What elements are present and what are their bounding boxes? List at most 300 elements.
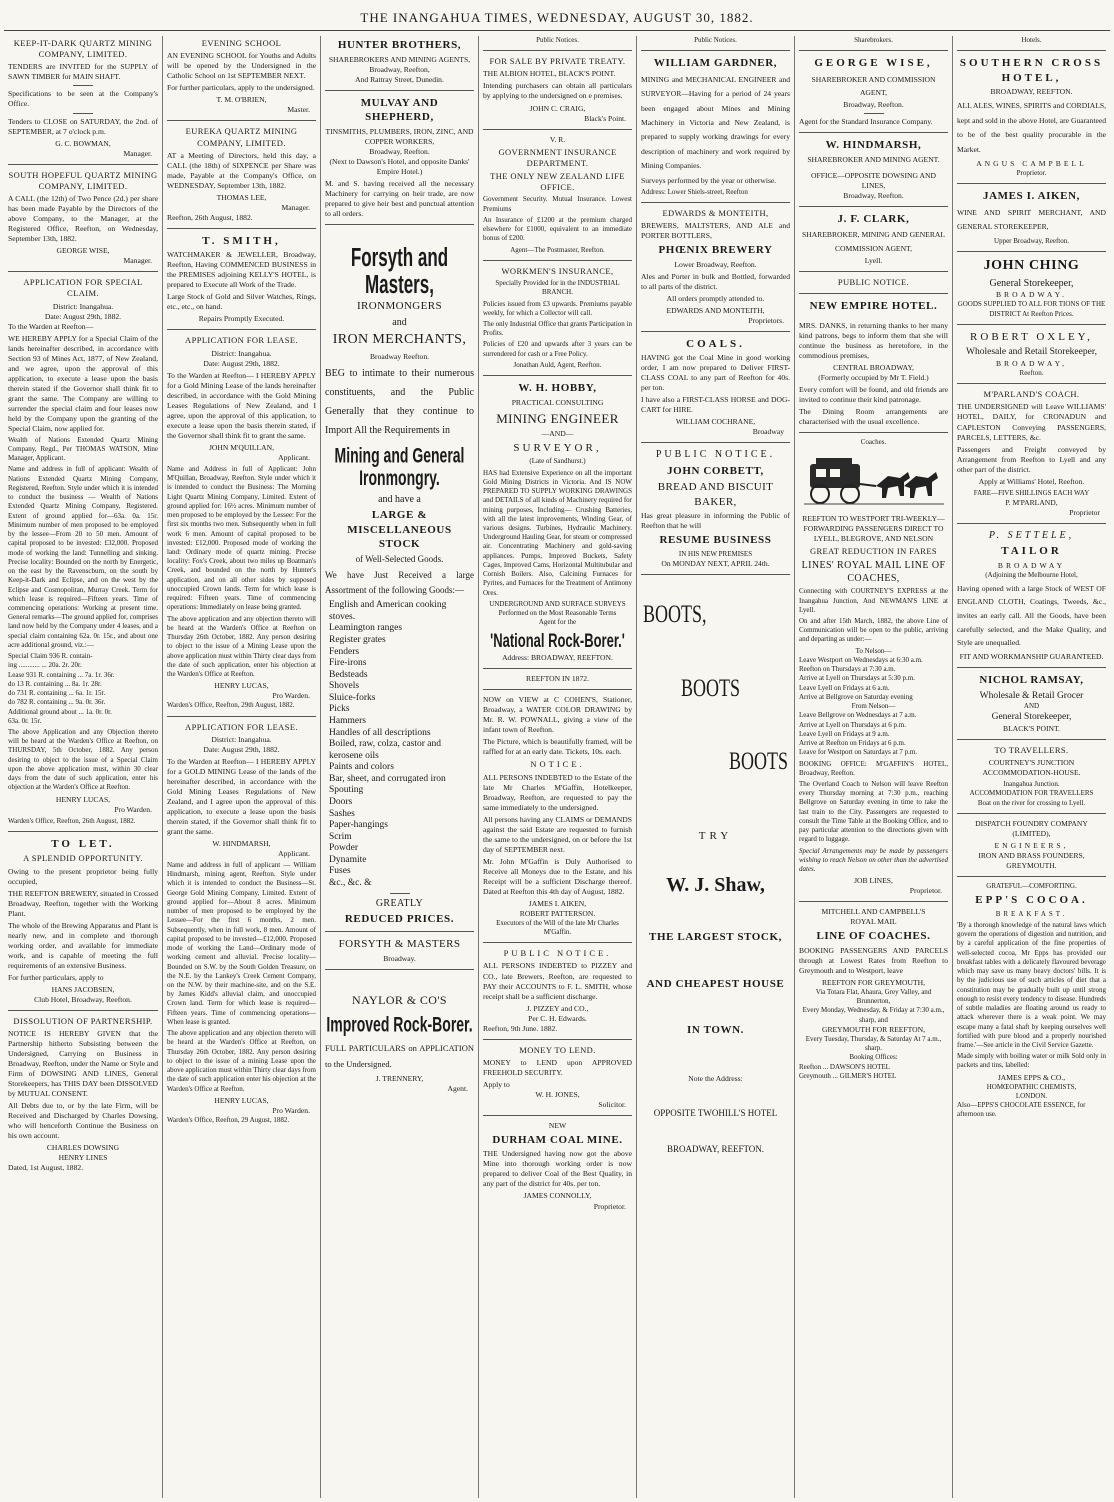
ad-body: To the Warden at Reefton— I HEREBY APPLY for a GOLD MINING Lease of the lands of the hereinafter described, in accordance with the Gold Mining Leases Regulations of New Zealand, and I agree upon the approval of this application, to execute a lease upon the basis therein stated, if the Governor shall think fit to grant the same. bbox=[167, 756, 316, 836]
claim-row: do 13 R. containing ... 8a. 1r. 28r. bbox=[8, 679, 102, 688]
ad-body: HAVING got the Coal Mine in good working order, I am now prepared to Deliver FIRST-CLASS COAL to any part of Reefton for 40s. per ton. bbox=[641, 353, 790, 393]
ad-body: To the Warden at Reefton— I HEREBY APPLY for a Gold Mining Lease of the lands hereinafter described, in accordance with the Gold Mining Leases Regulations of New Zealand, and I agree, upon the approval of this application, to execute a lease upon the basis therein stated, if the Governor shall think fit to grant the same. bbox=[167, 370, 316, 440]
column-1 bbox=[4, 36, 162, 1498]
ad-title: EPP'S COCOA. bbox=[975, 894, 1088, 907]
column-7 bbox=[952, 36, 1110, 1498]
ad-text: Every Tuesday, Thursday, & Saturday At 7 a.m., sharp. bbox=[805, 1034, 942, 1053]
divider bbox=[957, 324, 1106, 325]
ad-subtitle: THE LARGEST STOCK, bbox=[649, 931, 782, 944]
ad-title: GOVERNMENT INSURANCE DEPARTMENT. bbox=[498, 146, 617, 168]
ad-text: HOMŒOPATHIC CHEMISTS, bbox=[986, 1082, 1077, 1091]
divider bbox=[325, 931, 474, 932]
ad-text: Broadway, Reefton. bbox=[843, 100, 904, 110]
ad-role: Proprietor. bbox=[593, 1201, 626, 1211]
ad-text: NEW bbox=[548, 1120, 567, 1130]
divider bbox=[8, 164, 158, 165]
ad-text: Connecting with COURTNEY'S EXPRESS at the Inangahua Junction, And NEWMAN'S LINE at Lyell. bbox=[799, 587, 948, 614]
ad-text: Made simply with boiling water or milk Sold only in packets and tins, labelled: bbox=[957, 1052, 1106, 1070]
ad-text: BROADWAY, REEFTON. bbox=[666, 1143, 765, 1154]
goods-item: Picks bbox=[329, 704, 350, 715]
ad-body: MONEY to LEND upon APPROVED FREEHOLD SECURITY. bbox=[483, 1057, 632, 1077]
ad-text: FARE—FIVE SHILLINGS EACH WAY bbox=[973, 488, 1090, 497]
goods-item: Spouting bbox=[329, 785, 364, 796]
ad-body: BEG to intimate to their numerous constituents, and the Public Generally that they continue to Import All the Requirements in bbox=[325, 367, 474, 436]
ad-signature: HENRY LINES bbox=[58, 1153, 108, 1163]
ad-text: Warden's Office, Reefton, 26th August, 1882. bbox=[8, 816, 136, 825]
divider bbox=[799, 432, 948, 433]
ad-body: GOODS SUPPLIED TO ALL FOR TIONS OF THE DISTRICT At Reefton Prices. bbox=[957, 300, 1106, 318]
divider bbox=[799, 293, 948, 294]
ad-title: DURHAM COAL MINE. bbox=[492, 1133, 623, 1146]
ad-role: Proprietor bbox=[1069, 507, 1100, 517]
divider bbox=[483, 129, 632, 130]
ad-signature: CHARLES DOWSING bbox=[46, 1143, 120, 1153]
ad-text: (Adjoining the Melbourne Hotel, bbox=[985, 570, 1078, 579]
ad-body: SHAREBROKER, MINING AND GENERAL COMMISSION AGENT, bbox=[801, 230, 946, 253]
ad-text: FIT AND WORKMANSHIP GUARANTEED. bbox=[959, 652, 1104, 662]
divider bbox=[641, 50, 790, 51]
ad-body: REEFTON TO WESTPORT TRI-WEEKLY—FORWARDING PASSENGERS DIRECT TO LYELL, BLEGROVE, AND NELSON bbox=[802, 513, 945, 543]
goods-item: Bar, sheet, and corrugated iron bbox=[329, 773, 446, 784]
goods-list bbox=[325, 600, 474, 889]
divider bbox=[483, 1039, 632, 1040]
ad-text: The Overland Coach to Nelson will leave Reefton every Thursday morning at 7:30 p.m., reaching Bellgrove on Saturday evening in time to take the last train to the City. Passengers are requested to consult the Time Table at the Booking Office, and to pay particular attention to the directions given with regard to luggage. bbox=[799, 779, 948, 844]
goods-item: Bedsteads bbox=[329, 669, 368, 680]
divider bbox=[641, 202, 790, 203]
ad-body: Having opened with a large Stock of WEST OF ENGLAND CLOTH, Coatings, Tweeds, &c., invites an early call. All the Goods, have been carefully selected, and the Make Quality, and Style are unequalled. bbox=[957, 583, 1106, 648]
schedule-row: Arrive at Lyell on Thursdays at 5:30 p.m. bbox=[799, 674, 915, 683]
ad-subtitle: BREAD AND BISCUIT BAKER, bbox=[657, 481, 774, 508]
ad-signature: J. TRENNERY, bbox=[375, 1073, 424, 1083]
ad-text: Tenders to CLOSE on SATURDAY, the 2nd. of SEPTEMBER, at 7 o'clock p.m. bbox=[8, 116, 158, 136]
ad-signature: ROBERT PATTERSON. bbox=[519, 908, 596, 918]
section-header: Coaches. bbox=[860, 438, 887, 447]
ad-signature: JAMES I. AIKEN, bbox=[528, 898, 587, 908]
ad-text: Upper Broadway, Reefton. bbox=[994, 236, 1069, 245]
ad-text: CENTRAL BROADWAY, bbox=[833, 363, 914, 373]
ad-text: ACCOMMODATION FOR TRAVELLERS bbox=[969, 789, 1094, 798]
goods-item: Sluice-forks bbox=[329, 692, 376, 703]
goods-item: &c., &c. & bbox=[329, 878, 372, 889]
ad-role: Pro Warden. bbox=[272, 1105, 310, 1115]
ad-text: Reefton, 9th June. 1882. bbox=[483, 1023, 558, 1033]
claim-row: Special Claim 936 R. contain- bbox=[8, 652, 93, 661]
ad-signature: THOMAS LEE, bbox=[216, 192, 267, 202]
divider bbox=[8, 1010, 158, 1011]
ad-text: UNDERGROUND AND SURFACE SURVEYS Performed on the Most Reasonable Terms bbox=[489, 599, 626, 618]
ad-title: P. SETTELE, bbox=[988, 529, 1075, 541]
ad-text: Date: August 29th, 1882. bbox=[203, 358, 280, 368]
divider bbox=[957, 739, 1106, 740]
ad-text: (Late of Sandhurst.) bbox=[529, 457, 586, 466]
ad-subtitle: Specially Provided for in the INDUSTRIAL BRANCH. bbox=[495, 279, 620, 297]
claim-row: Additional ground about ... 1a. 0r. 0r. bbox=[8, 707, 112, 716]
schedule-row: Leave Lyell on Fridays at 6 a.m. bbox=[799, 683, 890, 692]
schedule-row: Arrive at Lyell on Thursdays at 6 p.m. bbox=[799, 720, 906, 729]
ad-text: The whole of the Brewing Apparatus and Plant is nearly new, and in complete and thorough working order, and available for immediate work, and is capable of meeting the full requirements of an extensive Business. bbox=[8, 920, 158, 970]
divider bbox=[483, 260, 632, 261]
ad-subtitle: BREAKFAST. bbox=[995, 909, 1068, 918]
ad-text: The Picture, which is beautifully framed, will be raffled for at an early date. Tickets, 10s. each. bbox=[483, 737, 632, 757]
ad-text: GRATEFUL—COMFORTING. bbox=[986, 881, 1077, 890]
divider bbox=[325, 969, 474, 970]
ad-headline: LINE OF COACHES. bbox=[816, 930, 931, 943]
ad-text: Name and address in full of applicant — William Hindmarsh, mining agent, Reefton. Style under which it is intended to conduct the Business—St. George Gold Mining Company, Limited. Extent of ground applied for—About 8 acres. Minimum number of men proposed to be employed by the Lessee—For the first 6 months, 2 men. Subsequently, when in full work, 8 men. Amount of capital proposed to be invested—£12,000. Proposed mode of working the Land—Ordinary mode of working cement and alluvial. Precise locality—Bounded on S.W. by the South Golden Treasure, on the N.E. by the Lankey's Creek Cement Company, on the N.W. by their machine-site, and on the S.E. by James Kidd's alluvial claim, and unoccupied Crown land. Term for which lease is required—Fifteen years. Time of commencing operations—When lease is granted. bbox=[167, 860, 316, 1026]
ad-text: Date: August 29th, 1882. bbox=[44, 311, 122, 321]
goods-item: Paper-hangings bbox=[329, 820, 388, 831]
ad-text: BROADWAY, REEFTON. bbox=[990, 87, 1073, 97]
goods-item: Shovels bbox=[329, 681, 360, 692]
ad-title: APPLICATION FOR SPECIAL CLAIM. bbox=[23, 277, 143, 299]
ad-headline: Improved Rock-Borer. bbox=[326, 1011, 473, 1036]
ad-body: ALL PERSONS INDEBTED to PIZZEY and CO., late Brewers, Reefton, are requested to PAY their ACCOUNTS to F. L. SMITH, whose receipt shall be a sufficient discharge. bbox=[483, 961, 632, 1001]
ad-text: Inangahua Junction. bbox=[1003, 780, 1060, 789]
ad-text: We have Just Received a large Assortment of the following Goods:— bbox=[325, 569, 474, 595]
ad-subtitle: LARGE & MISCELLANEOUS STOCK bbox=[347, 509, 452, 551]
ad-title: JOHN CHING bbox=[983, 257, 1080, 273]
ad-body: TENDERS are INVITED for the SUPPLY of SAWN TIMBER for MAIN SHAFT. bbox=[8, 62, 158, 82]
ad-signature: P. M'PARLAND, bbox=[1005, 497, 1058, 507]
ad-text: GREYMOUTH FOR REEFTON, bbox=[821, 1024, 926, 1034]
ad-subtitle: Wholesale and Retail Storekeeper, bbox=[966, 347, 1097, 358]
ad-text: All persons having any CLAIMS or DEMANDS against the said Estate are requested to furnish the same to the undersigned, on or before the 1st day of SEPTEMBER next. bbox=[483, 814, 632, 854]
ad-text: Name and Address in full of Applicant: John M'Quillan, Broadway, Reefton. Style under which it is intended to conduct the Business: The Morning Light Quartz Mining Company, Limited. Extent of ground applied for: 16½ acres. Minimum number of men proposed to be employed by the Lessee: For the first six months two men. Subsequently when in full work 6 men. Amount of capital proposed to be invested: £12,000. Proposed mode of working the land: Ordinary mode of quartz mining. Precise locality: Fox's Creek, about two miles up Boatman's Creek, and bounded on the north by Hunter's application, and on all other sides by supposed unoccupied Crown lands. Term for which lease is required: Fifteen years. Time of commencing operations: Immediately on lease being granted. bbox=[167, 464, 316, 612]
ad-role: Proprietors. bbox=[748, 315, 784, 325]
ad-text: All Debts due to, or by the late Firm, will be Received and Discharged by Charles Dowsing, who will henceforth Continue the Business on his own account. bbox=[8, 1101, 158, 1141]
ad-text: BROADWAY bbox=[997, 560, 1066, 570]
ad-text: Warden's Office, Reefton, 29th August, 1882. bbox=[167, 701, 295, 710]
ad-text: I have also a FIRST-CLASS HORSE and DOG-CART for HIRE. bbox=[641, 395, 790, 415]
ad-role: Manager. bbox=[281, 202, 310, 212]
goods-item: Scrim bbox=[329, 831, 352, 842]
ad-text: Address: Lower Shiels-street, Reefton bbox=[641, 187, 748, 196]
divider bbox=[957, 383, 1106, 384]
ad-title: MONEY TO LEND. bbox=[519, 1044, 596, 1055]
divider bbox=[957, 523, 1106, 524]
divider bbox=[641, 574, 790, 575]
divider bbox=[957, 876, 1106, 877]
ad-signature: JAMES EPPS & CO., bbox=[997, 1072, 1066, 1082]
ad-role: Proprietor. bbox=[909, 886, 942, 896]
ad-body: WINE AND SPIRIT MERCHANT, AND GENERAL STOREKEEPER, bbox=[957, 207, 1106, 232]
schedule-list bbox=[799, 711, 948, 757]
divider bbox=[483, 50, 632, 51]
goods-item: Boiled, raw, colza, castor and kerosene oils bbox=[329, 739, 442, 761]
ad-role: Applicant. bbox=[278, 452, 310, 462]
ad-subtitle: SURVEYOR, bbox=[513, 441, 602, 454]
masthead: THE INANGAHUA TIMES, WEDNESDAY, AUGUST 30, 1882. bbox=[360, 10, 754, 25]
ad-title: PUBLIC NOTICE. bbox=[655, 449, 776, 461]
ad-body: SHAREBROKERS AND MINING AGENTS, bbox=[328, 54, 471, 64]
schedule-list bbox=[799, 656, 948, 702]
divider bbox=[957, 50, 1106, 51]
ad-text: Boat on the river for crossing to Lyell. bbox=[977, 798, 1086, 807]
ad-text: GREYMOUTH. bbox=[1006, 860, 1057, 870]
ad-signature: G. C. BOWMAN, bbox=[55, 138, 111, 148]
ad-body: AT a Meeting of Directors, held this day, a CALL (the 18th) of SIXPENCE per Share was made, Payable at the Company's Office, on WEDNESDAY, September 13th, 1882. bbox=[167, 150, 316, 190]
ad-text: Large Stock of Gold and Silver Watches, Rings, etc., etc., on hand. bbox=[167, 292, 316, 312]
ad-title: W. H. HOBBY, bbox=[518, 382, 597, 395]
ad-text: Government Security. Mutual Insurance. Lowest Premiums bbox=[483, 195, 632, 213]
ad-text: All orders promptly attended to. bbox=[666, 293, 765, 303]
divider bbox=[73, 113, 93, 114]
divider bbox=[483, 689, 632, 690]
ad-text: Agent for the bbox=[538, 618, 577, 627]
ad-text: Club Hotel, Broadway, Reefton. bbox=[34, 994, 132, 1004]
ad-body: HAS had Extensive Experience on all the important Gold Mining Districts in Victoria. And IS NOW PREPARED TO SUPPLY WORKING DRAWINGS and DETAILS of all kinds of Machinery required for mining purposes, Including— Crushing Batteries, with all the latest improvements, Winding Gear, of various designs. Turbines, Hydraulic Machinery. Underground Hauling Gear, for steam or compressed air. Concentrating Machinery and gold-saving appliances. Pumps, Improved Buckets, Safety Cages, Improved Cams, Horizontal Multitubular and Cornish Boilers. Also, Calcining Furnaces for Pyrites, and Furnaces for the Treatment of Antimony Ores. bbox=[483, 468, 632, 597]
ad-signature: HANS JACOBSEN, bbox=[51, 984, 115, 994]
ad-text: The Dining Room arrangements are characterised with the usual excellence. bbox=[799, 407, 948, 427]
ad-text: The above Application and any Objection thereto will be heard at the Warden's Office at Reefton, on THURSDAY, 5th October, 1882. Any person desiring to object to the issue of a Special Claim upon the above application must, within 30 clear days from the date of such application, enter his objection at the Warden's Office at Reefton. bbox=[8, 728, 158, 792]
ad-text: To the Warden at Reefton— bbox=[8, 321, 94, 331]
ad-text: and have a bbox=[378, 493, 421, 505]
ad-text: Booking Offices: bbox=[849, 1053, 898, 1062]
ad-signature: J. PIZZEY and CO., bbox=[526, 1003, 589, 1013]
divider bbox=[325, 224, 474, 225]
top-rule bbox=[4, 30, 1110, 31]
ad-text: Intending purchasers can obtain all particulars by applying to the undersigned on e premises. bbox=[483, 81, 632, 101]
ad-text: The above application and any objection thereto will be heard at the Warden's Office at Reefton, on Thursday 26th October, 1882. Any person desiring to object to the issue of a mining Lease upon the above application must within Thirty clear days from the date of such application enter his objection at the Warden's Office at Reefton. bbox=[167, 1029, 316, 1093]
ad-text: OPPOSITE TWOHILL'S HOTEL bbox=[653, 1107, 778, 1118]
claim-row: do 731 R. containing ... 6a. 1r. 15r. bbox=[8, 689, 106, 698]
ad-title: Forsyth and Masters, bbox=[350, 243, 449, 299]
divider bbox=[483, 942, 632, 943]
ad-subtitle: AND CHEAPEST HOUSE bbox=[646, 977, 785, 990]
claim-row: do 782 R. containing ... 9a. 0r. 36r. bbox=[8, 698, 106, 707]
ad-text: LONDON. bbox=[1015, 1091, 1048, 1100]
ad-body: MRS. DANKS, in returning thanks to her many kind patrons, begs to inform them that she will continue the business as heretofore, in the commodious premises, bbox=[799, 321, 948, 361]
goods-item: Fire-irons bbox=[329, 658, 367, 669]
ad-text: The above application and any objection thereto will be heard at the Warden's Office at Reefton on Thursday 26th October, 1882. Any person desiring to object to the issue of a Mining Lease upon the above application must within Thirty clear days from the date of such application, enter his objection at the Warden's Office at Reefton. bbox=[167, 614, 316, 679]
ad-signature: W. H. JONES, bbox=[535, 1089, 580, 1099]
ad-signature: W. HINDMARSH, bbox=[212, 838, 271, 848]
ad-title: GREAT REDUCTION IN FARES bbox=[809, 545, 938, 556]
divider bbox=[957, 251, 1106, 252]
ad-headline: LINES' ROYAL MAIL LINE OF COACHES, bbox=[801, 559, 946, 585]
ad-headline: BOOTS, bbox=[643, 599, 707, 628]
ad-text: Surveys performed by the year or otherwise. bbox=[641, 175, 777, 185]
ad-signature: JOHN C. CRAIG, bbox=[529, 103, 586, 113]
ad-text: AND bbox=[1023, 702, 1040, 711]
ad-body: BOOKING PASSENGERS AND PARCELS through at Lowest Rates from Reefton to Greymouth and to Westport, leave bbox=[799, 945, 948, 975]
ad-text: BROADWAY. bbox=[995, 290, 1068, 300]
ad-role: Agent. bbox=[447, 1084, 468, 1093]
ad-title: T. SMITH, bbox=[202, 234, 281, 247]
ad-signature: EDWARDS AND MONTEITH, bbox=[666, 305, 765, 315]
ad-title: J. F. CLARK, bbox=[837, 212, 910, 225]
divider bbox=[957, 667, 1106, 668]
ad-text: V. R. bbox=[549, 134, 566, 144]
ad-title: MITCHELL AND CAMPBELL'S bbox=[821, 907, 926, 917]
ad-title: W. HINDMARSH, bbox=[825, 139, 922, 152]
ad-role: Manager. bbox=[123, 148, 152, 158]
schedule-row: Leave Bellgrove on Wednesdays at 7 a.m. bbox=[799, 711, 917, 720]
ad-subtitle: THE ONLY NEW ZEALAND LIFE OFFICE. bbox=[490, 170, 625, 193]
ad-subtitle: JOHN CORBETT, bbox=[667, 464, 764, 477]
ad-text: Executors of the Will of the late Mr Charles M'Gaffin. bbox=[496, 918, 619, 937]
ad-text: Every Monday, Wednesday, & Friday at 7:30 a.m., sharp, and bbox=[802, 1006, 945, 1024]
ad-text: Repairs Promptly Executed. bbox=[198, 314, 285, 324]
ad-body: AN EVENING SCHOOL for Youths and Adults will be opened by the Undersigned in the Catholic School on 1st SEPTEMBER NEXT. bbox=[167, 51, 316, 81]
ad-subtitle: IRON MERCHANTS, bbox=[332, 332, 467, 348]
divider bbox=[8, 831, 158, 832]
ad-role: Proprietor. bbox=[1016, 168, 1047, 177]
ad-text: And Rattray Street, Dunedin. bbox=[355, 74, 444, 84]
ad-subtitle: General Storekeeper, bbox=[989, 278, 1074, 290]
ad-title: GEORGE WISE, bbox=[814, 57, 933, 70]
ad-title: MULVAY AND SHEPHERD, bbox=[360, 96, 439, 124]
goods-item: Powder bbox=[329, 843, 359, 854]
ad-title: EVENING SCHOOL bbox=[201, 38, 282, 48]
ad-text: Specifications to be seen at the Company's Office. bbox=[8, 89, 158, 109]
claim-row: ing ............ ... 20a. 2r. 20r. bbox=[8, 661, 82, 670]
ad-headline: MINING ENGINEER bbox=[496, 410, 619, 426]
ad-text: Apply at Williams' Hotel, Reefton. bbox=[978, 476, 1085, 486]
divider bbox=[8, 271, 158, 272]
divider bbox=[167, 329, 316, 330]
ad-subtitle: ROYAL MAIL bbox=[850, 917, 897, 927]
ad-title: SOUTHERN CROSS HOTEL, bbox=[959, 57, 1104, 84]
ad-text: District: Inangahua. bbox=[52, 301, 114, 311]
ad-signature: WILLIAM COCHRANE, bbox=[675, 417, 756, 427]
ad-text: Passengers and Freight conveyed by Arrangement from Reefton to Lyell and any other part of the district. bbox=[957, 444, 1106, 474]
ad-body: Policies issued from £3 upwards. Premiums payable weekly, for which a Collector will call. bbox=[483, 299, 632, 317]
ad-role: Solicitor. bbox=[598, 1099, 626, 1109]
ad-role: Master. bbox=[287, 105, 310, 115]
ad-body: WE HEREBY APPLY for a Special Claim of the lands hereinafter described, in accordance with Section 93 of Mines Act, 1877, of New Zealand, and we agree, upon the approval of this application, to execute a lease upon the basis therein stated if the Governor shall think fit to grant the same. The Company are willing to surrender the special claim and four leases now held by the Company upon the granting of the Special Claim, now applied for. bbox=[8, 333, 158, 433]
ad-subtitle: A SPLENDID OPPORTUNITY. bbox=[23, 853, 143, 864]
column-3 bbox=[320, 36, 478, 1498]
ad-title: PUBLIC NOTICE. bbox=[837, 276, 910, 287]
column-header: Public Notices. bbox=[694, 36, 737, 44]
divider bbox=[864, 113, 884, 114]
ad-title: DISPATCH FOUNDRY COMPANY (LIMITED), bbox=[975, 818, 1088, 838]
schedule-header: From Nelson— bbox=[851, 702, 896, 711]
goods-item: Hammers bbox=[329, 715, 366, 726]
ad-text: and bbox=[392, 316, 407, 328]
ad-text: Special Arrangements may be made by passengers wishing to reach Nelson on other than the advertised dates. bbox=[799, 846, 948, 874]
ad-text: Agent for the Standard Insurance Company. bbox=[799, 117, 933, 127]
divider bbox=[390, 893, 410, 894]
ad-text: Every comfort will be found, and old friends are invited to continue their kind patronage. bbox=[799, 385, 948, 405]
ad-body: WATCHMAKER & JEWELLER, Broadway, Reefton, Having COMMENCED BUSINESS in the PREMISES adjoining KELLY'S HOTEL, is prepared to Execute all Work of the Trade. bbox=[167, 250, 316, 290]
goods-item: Leamington ranges bbox=[329, 623, 403, 634]
goods-item: Sashes bbox=[329, 808, 355, 819]
divider bbox=[957, 183, 1106, 184]
ad-title: PUBLIC NOTICE. bbox=[503, 948, 612, 959]
ad-text: IRON AND BRASS FOUNDERS, bbox=[978, 850, 1085, 860]
ad-title: NAYLOR & CO'S bbox=[352, 992, 447, 1007]
column-4 bbox=[478, 36, 636, 1498]
ad-title: HUNTER BROTHERS, bbox=[337, 39, 462, 51]
ad-text: Agent—The Postmaster, Reefton. bbox=[510, 245, 605, 254]
ad-body: TINSMITHS, PLUMBERS, IRON, ZINC, AND COPPER WORKERS, bbox=[325, 126, 474, 146]
ad-signature: JAMES CONNOLLY, bbox=[523, 1191, 592, 1201]
schedule-row: Leave Westport on Wednesdays at 6:30 a.m. bbox=[799, 655, 923, 664]
ad-text: TRY bbox=[698, 830, 733, 843]
ad-text: Greymouth ... GILMER'S HOTEL bbox=[799, 1071, 897, 1080]
ad-text: REEFTON FOR GREYMOUTH, bbox=[821, 977, 926, 987]
ad-text: M. and S. having received all the necessary Machinery for carrying on heir trade, are now prepared to give heir best and punctual attention to all orders. bbox=[325, 178, 474, 218]
ad-subtitle: PHŒNIX BREWERY bbox=[658, 244, 773, 257]
ad-text: District: Inangahua. bbox=[211, 348, 272, 358]
ad-title: KEEP-IT-DARK QUARTZ MINING COMPANY, LIMITED. bbox=[13, 38, 153, 60]
ad-text: Also—EPPS'S CHOCOLATE ESSENCE, for afternoon use. bbox=[957, 1101, 1086, 1119]
ad-signature: HENRY LUCAS, bbox=[214, 681, 269, 691]
ad-signature: JOB LINES, bbox=[854, 876, 893, 886]
ad-text: Jonathan Auld, Agent, Reefton. bbox=[513, 360, 602, 369]
schedule-row: Leave for Westport on Saturdays at 7 p.m. bbox=[799, 748, 918, 757]
divider bbox=[799, 50, 948, 51]
divider bbox=[325, 90, 474, 91]
goods-item: Handles of all descriptions bbox=[329, 727, 431, 738]
claim-table bbox=[8, 652, 158, 726]
ad-signature: T. M. O'BRIEN, bbox=[216, 95, 267, 105]
ad-text: Reefton ... DAWSON'S HOTEL bbox=[799, 1062, 890, 1071]
ad-text: BOOKING OFFICE: M'GAFFIN'S HOTEL, Broadway, Reefton. bbox=[799, 759, 948, 777]
column-header: Hotels. bbox=[1021, 36, 1042, 44]
ad-text: On MONDAY NEXT, APRIL 24th. bbox=[661, 558, 770, 568]
ad-title: APPLICATION FOR LEASE. bbox=[185, 335, 298, 346]
schedule-row: Arrive at Bellgrove on Saturday evening bbox=[799, 692, 913, 701]
newspaper-columns bbox=[4, 36, 1110, 1498]
ad-role: Pro Warden. bbox=[114, 804, 152, 814]
column-header: Sharebrokers. bbox=[854, 36, 893, 44]
column-header: Public Notices. bbox=[536, 36, 579, 44]
ad-text: On and after 15th March, 1882, the above Line of Communication will be open to the public, arriving and departing as under:— bbox=[799, 616, 948, 644]
ad-title: ROBERT OXLEY, bbox=[970, 330, 1093, 343]
divider bbox=[799, 206, 948, 207]
divider bbox=[957, 813, 1106, 814]
ad-signature: GEORGE WISE, bbox=[56, 246, 110, 256]
column-5 bbox=[636, 36, 794, 1498]
ad-text: Broadway bbox=[752, 427, 784, 437]
claim-total: 63a. 0r. 15r. bbox=[8, 716, 42, 725]
ad-text: For further particulars, apply to the undersigned. bbox=[167, 83, 315, 93]
ad-headline: 'National Rock-Borer.' bbox=[490, 628, 625, 652]
ad-title: APPLICATION FOR LEASE. bbox=[185, 721, 298, 732]
ad-headline: W. J. Shaw, bbox=[666, 873, 765, 896]
ad-body: NOTICE IS HEREBY GIVEN that the Partnership hitherto Subsisting between the Undersigned, Carrying on Business in Broadway, Reefton, under the Name or Style and Firm of DOWSING AND LINES, General Storekeepers, has THIS DAY been DISSOLVED by MUTUAL CONSENT. bbox=[8, 1029, 158, 1099]
ad-text: Address: BROADWAY, REEFTON. bbox=[502, 653, 613, 663]
ad-signature: FORSYTH & MASTERS bbox=[338, 938, 461, 951]
ad-subtitle: TAILOR bbox=[1001, 545, 1062, 558]
ad-text: Broadway Reefton. bbox=[369, 351, 430, 361]
divider bbox=[483, 1115, 632, 1116]
ad-text: Broadway, Reefton. bbox=[369, 146, 430, 156]
ad-title: EDWARDS & MONTEITH, bbox=[662, 207, 769, 218]
ad-title: REEFTON IN 1872. bbox=[526, 674, 589, 684]
divider bbox=[167, 228, 316, 229]
ad-text: Via Totara Flat, Ahaura, Grey Valley, and Brunnerton, bbox=[815, 987, 932, 1006]
ad-text: (Next to Dawson's Hotel, and opposite Danks' Empire Hotel.) bbox=[329, 156, 470, 176]
ad-role: Manager. bbox=[123, 256, 152, 266]
column-2 bbox=[162, 36, 320, 1498]
ad-body: THE Undersigned having now got the above Mine into thorough working order is now prepared to deliver Coal of the Best Quality, in any part of the district for 40s. per ton. bbox=[483, 1149, 632, 1189]
ad-body: FULL PARTICULARS on APPLICATION to the Undersigned. bbox=[325, 1043, 474, 1069]
ad-text: Apply to bbox=[483, 1079, 510, 1089]
stagecoach-illustration bbox=[804, 452, 944, 510]
schedule-row: Reefton on Thursdays at 7:30 a.m. bbox=[799, 665, 896, 674]
ad-title: NOTICE. bbox=[530, 759, 585, 770]
divider bbox=[483, 668, 632, 669]
ad-headline: NEW EMPIRE HOTEL. bbox=[809, 299, 938, 312]
ad-text: Per C. H. Edwards. bbox=[528, 1013, 587, 1023]
ad-subtitle: PRACTICAL CONSULTING bbox=[511, 397, 604, 407]
ad-title: WILLIAM GARDNER, bbox=[653, 57, 778, 70]
ad-text: Wealth of Nations Extended Quartz Mining Company, Regd., Per THOMAS WATSON, Mine Manager, Applicant. bbox=[8, 435, 158, 463]
ad-text: IN HIS NEW PREMISES bbox=[678, 549, 753, 558]
